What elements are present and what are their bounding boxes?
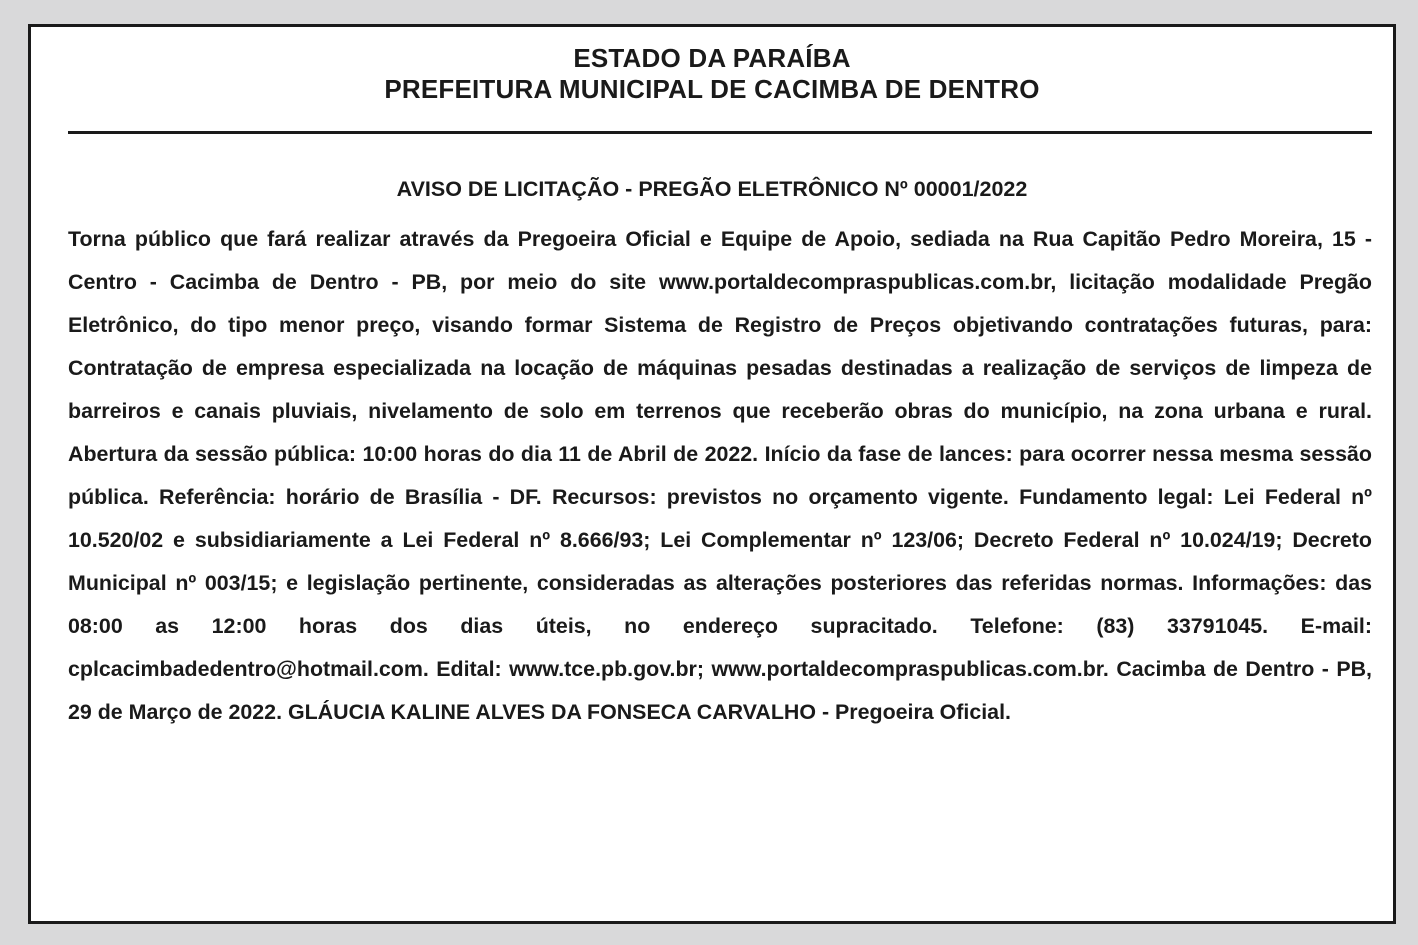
prefecture-name: PREFEITURA MUNICIPAL DE CACIMBA DE DENTRO: [384, 74, 1040, 104]
notice-body: Torna público que fará realizar através da Pregoeira Oficial e Equipe de Apoio, sediada na Rua Capitão Pedro Moreira, 15 - Centro - Cacimba de Dentro - PB, por meio do site www.portaldecompraspublicas.com.br, licitação modalidade Pregão Eletrônico, do tipo menor preço, visando formar Sistema de Registro de Preços objetivando contratações futuras, para: Contratação de empresa especializada na locação de máquinas pesadas destinadas a realização de serviços de limpeza de barreiros e canais pluviais, nivelamento de solo em terrenos que receberão obras do município, na zona urbana e rural. Abertura da sessão pública: 10:00 horas do dia 11 de Abril de 2022. Início da fase de lances: para ocorrer nessa mesma sessão pública. Referência: horário de Brasília - DF. Recursos: previstos no orçamento vigente. Fundamento legal: Lei Federal nº 10.520/02 e subsidiariamente a Lei Federal nº 8.666/93; Lei Complementar nº 123/06; Decreto Federal nº 10.024/19; Decreto Municipal nº 003/15; e legislação pertinente, consideradas as alterações posteriores das referidas normas. Informações: das 08:00 as 12:00 horas dos dias úteis, no endereço supracitado. Telefone: (83) 33791045. E-mail: cplcacimbadedentro@hotmail.com. Edital: www.tce.pb.gov.br; www.portaldecompraspublicas.com.br. Cacimba de Dentro - PB, 29 de Março de 2022. GLÁUCIA KALINE ALVES DA FONSECA CARVALHO - Pregoeira Oficial.: [68, 227, 1372, 724]
notice-title: AVISO DE LICITAÇÃO - PREGÃO ELETRÔNICO Nº 00001/2022: [396, 177, 1028, 201]
notice-frame: [28, 24, 1396, 924]
state-name: ESTADO DA PARAÍBA: [573, 43, 851, 73]
notice-header: [31, 43, 1393, 105]
header-divider: [68, 131, 1372, 134]
